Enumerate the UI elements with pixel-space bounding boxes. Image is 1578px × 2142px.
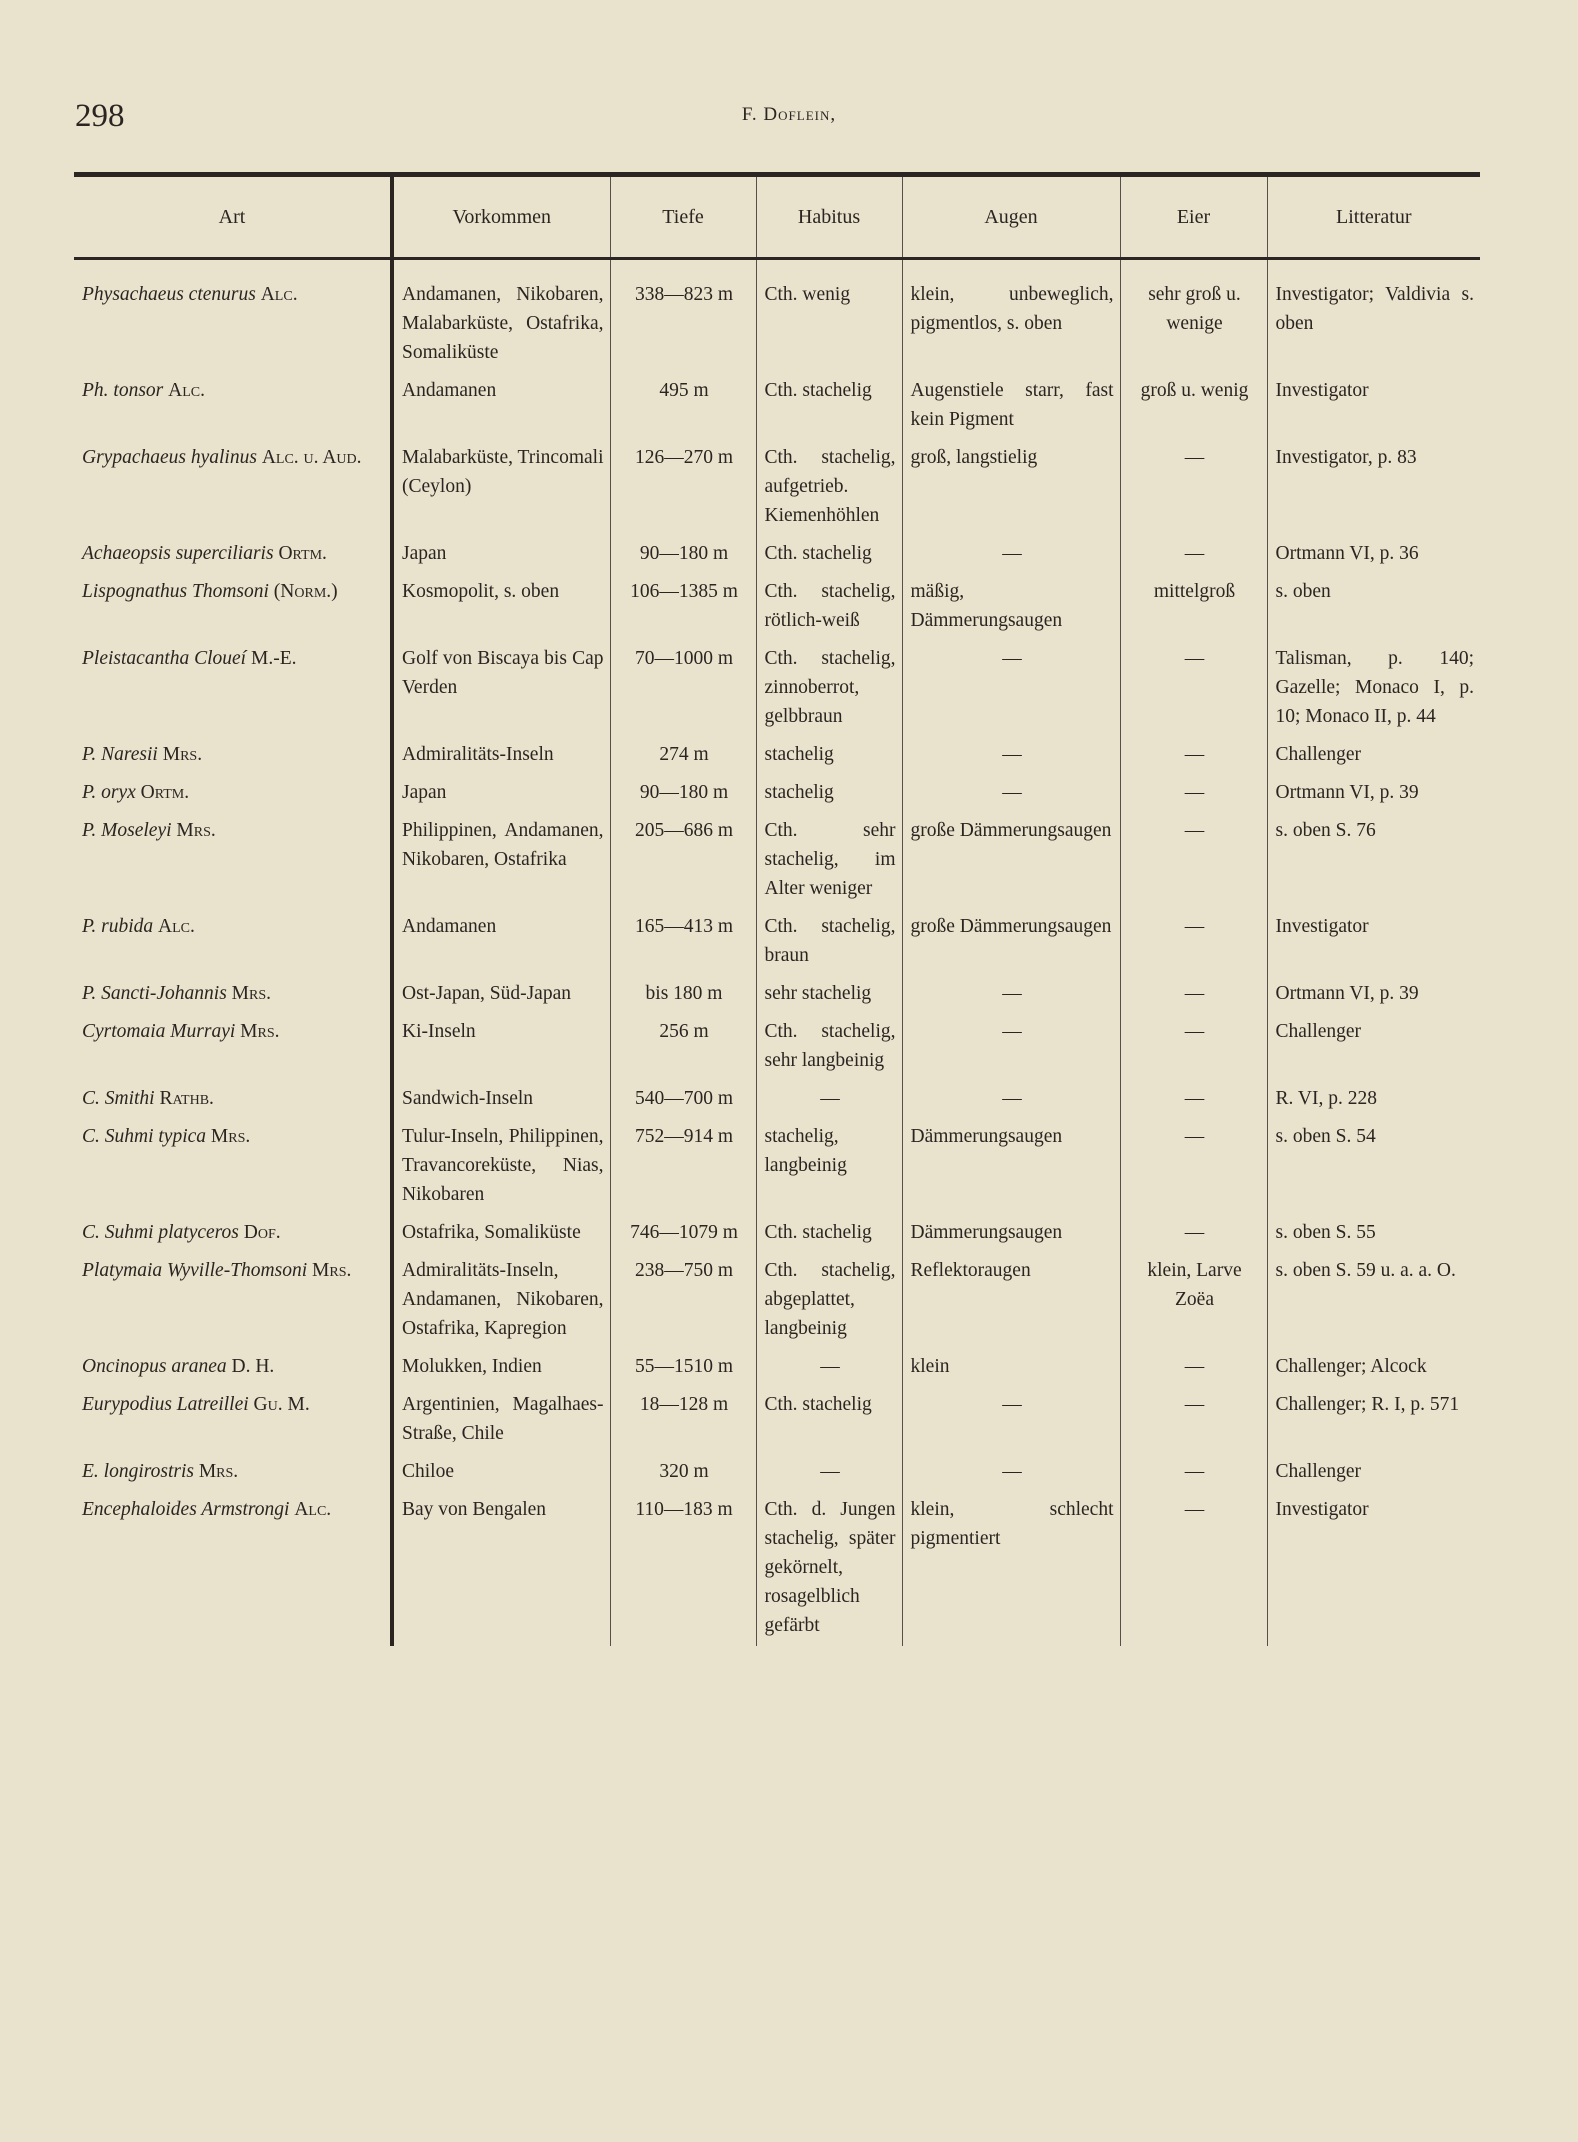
- dash-mark: —: [1184, 648, 1205, 669]
- species-entry: [82, 1084, 384, 1113]
- habitus-cell: [756, 1349, 902, 1387]
- species-author: (Norm.): [273, 581, 338, 602]
- tiefe-cell: 256 m: [610, 1014, 756, 1081]
- species-cell: [74, 373, 392, 440]
- table-row: [74, 641, 1480, 737]
- dash-mark: —: [1002, 1394, 1022, 1415]
- species-cell: [74, 1492, 392, 1646]
- augen-cell: [902, 976, 1120, 1014]
- species-cell: [74, 1253, 392, 1349]
- species-cell: [74, 909, 392, 976]
- dash-mark: —: [1184, 820, 1205, 841]
- species-author: Alc.: [158, 916, 195, 937]
- species-author: Gu. M.: [253, 1394, 310, 1415]
- eier-cell: [1120, 909, 1267, 976]
- species-cell: [74, 1454, 392, 1492]
- species-cell: [74, 1014, 392, 1081]
- dash-mark: —: [1184, 983, 1205, 1004]
- augen-cell: [902, 1081, 1120, 1119]
- dash-mark: —: [1184, 782, 1205, 803]
- species-cell: [74, 775, 392, 813]
- eier-cell: [1120, 1349, 1267, 1387]
- habitus-cell: Cth. stachelig, zinnoberrot, gelbbraun: [756, 641, 902, 737]
- dash-mark: —: [820, 1356, 840, 1377]
- vorkommen-cell: Chiloe: [392, 1454, 610, 1492]
- habitus-cell: Cth. sehr stachelig, im Alter weniger: [756, 813, 902, 909]
- augen-cell: Augenstiele starr, fast kein Pigment: [902, 373, 1120, 440]
- litteratur-cell: Investigator: [1267, 1492, 1480, 1646]
- species-name: C. Smithi: [82, 1088, 155, 1109]
- eier-cell: groß u. wenig: [1120, 373, 1267, 440]
- vorkommen-cell: Tulur-Inseln, Philippinen, Travancoreküste, Nias, Nikobaren: [392, 1119, 610, 1215]
- eier-cell: [1120, 1387, 1267, 1454]
- vorkommen-cell: Kosmopolit, s. oben: [392, 574, 610, 641]
- augen-cell: klein, unbeweglich, pigmentlos, s. oben: [902, 259, 1120, 374]
- dash-mark: —: [1184, 916, 1205, 937]
- species-cell: [74, 574, 392, 641]
- species-author: Alc.: [294, 1499, 332, 1520]
- vorkommen-cell: Ostafrika, Somaliküste: [392, 1215, 610, 1253]
- habitus-cell: Cth. stachelig, aufgetrieb. Kiemenhöhlen: [756, 440, 902, 536]
- habitus-cell: sehr stachelig: [756, 976, 902, 1014]
- species-entry: [82, 577, 384, 606]
- species-cell: [74, 813, 392, 909]
- col-header-eier: Eier: [1120, 175, 1267, 259]
- tiefe-cell: bis 180 m: [610, 976, 756, 1014]
- litteratur-cell: Ortmann VI, p. 39: [1267, 976, 1480, 1014]
- tiefe-cell: 18—128 m: [610, 1387, 756, 1454]
- table-header-row: [74, 175, 1480, 259]
- table-row: [74, 1014, 1480, 1081]
- species-entry: [82, 1218, 384, 1247]
- col-header-augen: Augen: [902, 175, 1120, 259]
- species-name: Pleistacantha Cloueí: [82, 648, 247, 669]
- tiefe-cell: 540—700 m: [610, 1081, 756, 1119]
- species-name: Encephaloides Armstrongi: [82, 1499, 290, 1520]
- eier-cell: [1120, 1215, 1267, 1253]
- table-row: [74, 574, 1480, 641]
- table-row: [74, 1454, 1480, 1492]
- litteratur-cell: s. oben S. 55: [1267, 1215, 1480, 1253]
- col-header-litteratur: Litteratur: [1267, 175, 1480, 259]
- table-row: [74, 813, 1480, 909]
- habitus-cell: Cth. stachelig, abgeplattet, langbeinig: [756, 1253, 902, 1349]
- species-author: Dof.: [243, 1222, 281, 1243]
- tiefe-cell: 70—1000 m: [610, 641, 756, 737]
- species-name: Oncinopus aranea: [82, 1356, 227, 1377]
- eier-cell: [1120, 775, 1267, 813]
- litteratur-cell: s. oben S. 54: [1267, 1119, 1480, 1215]
- species-entry: [82, 1352, 384, 1381]
- species-author: M.-E.: [250, 648, 297, 669]
- augen-cell: [902, 737, 1120, 775]
- species-entry: [82, 912, 384, 941]
- vorkommen-cell: Bay von Bengalen: [392, 1492, 610, 1646]
- litteratur-cell: s. oben S. 76: [1267, 813, 1480, 909]
- habitus-cell: [756, 1454, 902, 1492]
- species-name: P. rubida: [82, 916, 154, 937]
- vorkommen-cell: Sandwich-Inseln: [392, 1081, 610, 1119]
- vorkommen-cell: Admiralitäts-Inseln: [392, 737, 610, 775]
- table-row: [74, 373, 1480, 440]
- species-cell: [74, 259, 392, 374]
- tiefe-cell: 165—413 m: [610, 909, 756, 976]
- species-name: C. Suhmi platyceros: [82, 1222, 239, 1243]
- table-row: [74, 1081, 1480, 1119]
- species-author: Rathb.: [159, 1088, 214, 1109]
- species-name: Achaeopsis superciliaris: [82, 543, 274, 564]
- species-entry: [82, 1390, 384, 1419]
- species-name: P. Naresii: [82, 744, 158, 765]
- litteratur-cell: Challenger; Alcock: [1267, 1349, 1480, 1387]
- running-head: F. Doflein,: [741, 104, 837, 125]
- vorkommen-cell: Golf von Biscaya bis Cap Verden: [392, 641, 610, 737]
- species-author: Alc.: [168, 380, 205, 401]
- eier-cell: [1120, 1014, 1267, 1081]
- eier-cell: [1120, 1119, 1267, 1215]
- litteratur-cell: s. oben: [1267, 574, 1480, 641]
- species-entry: [82, 1017, 384, 1046]
- litteratur-cell: R. VI, p. 228: [1267, 1081, 1480, 1119]
- species-name: Lispognathus Thomsoni: [82, 581, 269, 602]
- col-header-habitus: Habitus: [756, 175, 902, 259]
- augen-cell: klein, schlecht pigmentiert: [902, 1492, 1120, 1646]
- species-entry: [82, 816, 384, 845]
- eier-cell: [1120, 641, 1267, 737]
- augen-cell: groß, langstielig: [902, 440, 1120, 536]
- dash-mark: —: [820, 1461, 840, 1482]
- species-entry: [82, 539, 384, 568]
- dash-mark: —: [1184, 1088, 1205, 1109]
- litteratur-cell: Ortmann VI, p. 36: [1267, 536, 1480, 574]
- species-name: Ph. tonsor: [82, 380, 164, 401]
- eier-cell: [1120, 813, 1267, 909]
- vorkommen-cell: Japan: [392, 775, 610, 813]
- vorkommen-cell: Ost-Japan, Süd-Japan: [392, 976, 610, 1014]
- dash-mark: —: [1184, 1461, 1205, 1482]
- species-table: [74, 172, 1480, 1646]
- litteratur-cell: Investigator: [1267, 373, 1480, 440]
- col-header-art: Art: [74, 175, 392, 259]
- species-entry: [82, 1122, 384, 1151]
- tiefe-cell: 752—914 m: [610, 1119, 756, 1215]
- species-author: Mrs.: [198, 1461, 239, 1482]
- species-name: Eurypodius Latreillei: [82, 1394, 249, 1415]
- species-author: Mrs.: [312, 1260, 352, 1281]
- litteratur-cell: Challenger: [1267, 737, 1480, 775]
- habitus-cell: Cth. stachelig: [756, 373, 902, 440]
- species-cell: [74, 1215, 392, 1253]
- habitus-cell: stachelig, langbeinig: [756, 1119, 902, 1215]
- species-name: C. Suhmi typica: [82, 1126, 207, 1147]
- table-row: [74, 1253, 1480, 1349]
- tiefe-cell: 238—750 m: [610, 1253, 756, 1349]
- species-name: Grypachaeus hyalinus: [82, 447, 257, 468]
- litteratur-cell: Investigator; Valdivia s. oben: [1267, 259, 1480, 374]
- habitus-cell: Cth. stachelig: [756, 1387, 902, 1454]
- dash-mark: —: [1002, 1461, 1022, 1482]
- dash-mark: —: [1002, 648, 1022, 669]
- species-name: P. Sancti-Johannis: [82, 983, 227, 1004]
- table-row: [74, 909, 1480, 976]
- species-name: Cyrtomaia Murrayi: [82, 1021, 236, 1042]
- col-header-tiefe: Tiefe: [610, 175, 756, 259]
- species-entry: [82, 443, 384, 472]
- table-row: [74, 440, 1480, 536]
- eier-cell: [1120, 1454, 1267, 1492]
- vorkommen-cell: Admiralitäts-Inseln, Andamanen, Nikobaren, Ostafrika, Kapregion: [392, 1253, 610, 1349]
- species-cell: [74, 641, 392, 737]
- dash-mark: —: [1184, 1222, 1205, 1243]
- eier-cell: [1120, 536, 1267, 574]
- species-author: Ortm.: [140, 782, 190, 803]
- species-author: Mrs.: [162, 744, 203, 765]
- vorkommen-cell: Japan: [392, 536, 610, 574]
- tiefe-cell: 55—1510 m: [610, 1349, 756, 1387]
- habitus-cell: Cth. stachelig: [756, 536, 902, 574]
- eier-cell: klein, Larve Zoëa: [1120, 1253, 1267, 1349]
- tiefe-cell: 205—686 m: [610, 813, 756, 909]
- species-entry: [82, 778, 384, 807]
- tiefe-cell: 746—1079 m: [610, 1215, 756, 1253]
- tiefe-cell: 90—180 m: [610, 775, 756, 813]
- vorkommen-cell: Andamanen, Nikobaren, Malabarküste, Ostafrika, Somaliküste: [392, 259, 610, 374]
- vorkommen-cell: Molukken, Indien: [392, 1349, 610, 1387]
- table-row: [74, 1387, 1480, 1454]
- species-cell: [74, 440, 392, 536]
- species-cell: [74, 1119, 392, 1215]
- dash-mark: —: [1184, 1126, 1205, 1147]
- species-name: Physachaeus ctenurus: [82, 284, 256, 305]
- table-body: [74, 259, 1480, 1647]
- dash-mark: —: [1002, 744, 1022, 765]
- augen-cell: [902, 1454, 1120, 1492]
- tiefe-cell: 274 m: [610, 737, 756, 775]
- litteratur-cell: Challenger; R. I, p. 571: [1267, 1387, 1480, 1454]
- col-header-vorkommen: Vorkommen: [392, 175, 610, 259]
- species-cell: [74, 737, 392, 775]
- species-author: D. H.: [231, 1356, 275, 1377]
- tiefe-cell: 110—183 m: [610, 1492, 756, 1646]
- vorkommen-cell: Ki-Inseln: [392, 1014, 610, 1081]
- page-number: 298: [75, 98, 125, 134]
- dash-mark: —: [1184, 1356, 1205, 1377]
- species-author: Alc. u. Aud.: [261, 447, 362, 468]
- vorkommen-cell: Andamanen: [392, 909, 610, 976]
- habitus-cell: [756, 1081, 902, 1119]
- tiefe-cell: 338—823 m: [610, 259, 756, 374]
- vorkommen-cell: Argentinien, Magalhaes-Straße, Chile: [392, 1387, 610, 1454]
- table-row: [74, 737, 1480, 775]
- litteratur-cell: Talisman, p. 140; Gazelle; Monaco I, p. 10; Monaco II, p. 44: [1267, 641, 1480, 737]
- species-entry: [82, 644, 384, 673]
- eier-cell: [1120, 1081, 1267, 1119]
- eier-cell: [1120, 440, 1267, 536]
- vorkommen-cell: Andamanen: [392, 373, 610, 440]
- dash-mark: —: [1184, 1021, 1205, 1042]
- augen-cell: große Dämmerungsaugen: [902, 813, 1120, 909]
- augen-cell: Dämmerungsaugen: [902, 1215, 1120, 1253]
- eier-cell: [1120, 976, 1267, 1014]
- habitus-cell: Cth. wenig: [756, 259, 902, 374]
- species-cell: [74, 536, 392, 574]
- dash-mark: —: [1002, 1021, 1022, 1042]
- augen-cell: [902, 775, 1120, 813]
- species-author: Mrs.: [210, 1126, 251, 1147]
- species-entry: [82, 1457, 384, 1486]
- augen-cell: [902, 1387, 1120, 1454]
- eier-cell: mittelgroß: [1120, 574, 1267, 641]
- augen-cell: große Dämmerungsaugen: [902, 909, 1120, 976]
- tiefe-cell: 126—270 m: [610, 440, 756, 536]
- tiefe-cell: 106—1385 m: [610, 574, 756, 641]
- litteratur-cell: Challenger: [1267, 1014, 1480, 1081]
- species-cell: [74, 1387, 392, 1454]
- species-cell: [74, 1349, 392, 1387]
- dash-mark: —: [820, 1088, 840, 1109]
- litteratur-cell: Ortmann VI, p. 39: [1267, 775, 1480, 813]
- species-entry: [82, 376, 384, 405]
- table-row: [74, 976, 1480, 1014]
- dash-mark: —: [1184, 543, 1205, 564]
- augen-cell: mäßig, Dämmerungsaugen: [902, 574, 1120, 641]
- table-row: [74, 775, 1480, 813]
- table-row: [74, 1349, 1480, 1387]
- dash-mark: —: [1184, 447, 1205, 468]
- eier-cell: [1120, 1492, 1267, 1646]
- species-entry: [82, 1256, 384, 1285]
- species-author: Mrs.: [231, 983, 272, 1004]
- species-cell: [74, 976, 392, 1014]
- habitus-cell: Cth. d. Jungen stachelig, später gekörnelt, rosagelblich gefärbt: [756, 1492, 902, 1646]
- species-name: P. Moseleyi: [82, 820, 172, 841]
- species-author: Mrs.: [176, 820, 216, 841]
- eier-cell: [1120, 737, 1267, 775]
- augen-cell: Reflektoraugen: [902, 1253, 1120, 1349]
- dash-mark: —: [1184, 1499, 1205, 1520]
- augen-cell: [902, 1014, 1120, 1081]
- dash-mark: —: [1002, 543, 1022, 564]
- augen-cell: klein: [902, 1349, 1120, 1387]
- table-row: [74, 259, 1480, 374]
- species-name: Platymaia Wyville-Thomsoni: [82, 1260, 308, 1281]
- dash-mark: —: [1002, 983, 1022, 1004]
- vorkommen-cell: Malabarküste, Trincomali (Ceylon): [392, 440, 610, 536]
- table-row: [74, 1215, 1480, 1253]
- species-entry: [82, 1495, 384, 1524]
- species-cell: [74, 1081, 392, 1119]
- dash-mark: —: [1002, 782, 1022, 803]
- species-author: Alc.: [260, 284, 298, 305]
- vorkommen-cell: Philippinen, Andamanen, Nikobaren, Ostafrika: [392, 813, 610, 909]
- augen-cell: Dämmerungsaugen: [902, 1119, 1120, 1215]
- dash-mark: —: [1184, 744, 1205, 765]
- habitus-cell: Cth. stachelig, sehr langbeinig: [756, 1014, 902, 1081]
- dash-mark: —: [1184, 1394, 1205, 1415]
- habitus-cell: stachelig: [756, 737, 902, 775]
- species-name: E. longirostris: [82, 1461, 194, 1482]
- table-row: [74, 1119, 1480, 1215]
- litteratur-cell: Investigator: [1267, 909, 1480, 976]
- species-author: Mrs.: [240, 1021, 280, 1042]
- species-entry: [82, 979, 384, 1008]
- habitus-cell: Cth. stachelig, braun: [756, 909, 902, 976]
- species-entry: [82, 280, 384, 309]
- litteratur-cell: s. oben S. 59 u. a. a. O.: [1267, 1253, 1480, 1349]
- habitus-cell: Cth. stachelig: [756, 1215, 902, 1253]
- tiefe-cell: 320 m: [610, 1454, 756, 1492]
- dash-mark: —: [1002, 1088, 1022, 1109]
- augen-cell: [902, 641, 1120, 737]
- habitus-cell: stachelig: [756, 775, 902, 813]
- species-author: Ortm.: [278, 543, 327, 564]
- table-row: [74, 536, 1480, 574]
- eier-cell: sehr groß u. wenige: [1120, 259, 1267, 374]
- litteratur-cell: Challenger: [1267, 1454, 1480, 1492]
- species-name: P. oryx: [82, 782, 136, 803]
- species-entry: [82, 740, 384, 769]
- augen-cell: [902, 536, 1120, 574]
- litteratur-cell: Investigator, p. 83: [1267, 440, 1480, 536]
- tiefe-cell: 495 m: [610, 373, 756, 440]
- tiefe-cell: 90—180 m: [610, 536, 756, 574]
- table-row: [74, 1492, 1480, 1646]
- habitus-cell: Cth. stachelig, rötlich-weiß: [756, 574, 902, 641]
